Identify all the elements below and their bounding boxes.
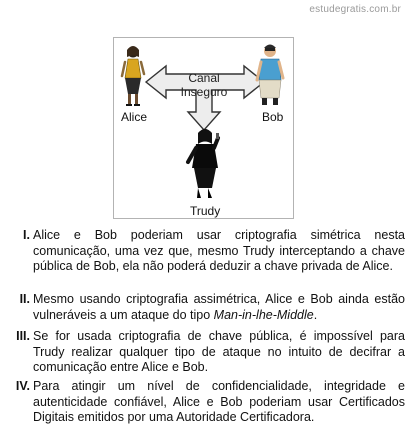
- statement-numeral: II.: [19, 292, 30, 306]
- trudy-person-icon: [188, 129, 219, 198]
- insecure-channel-label: Canal Inseguro: [180, 71, 228, 99]
- statement-text: Para atingir um nível de confidencialidade, integridade e autenticidade confiável, Alice e Bob poderiam usar Certificados Digitais emitidos por uma Autoridade Certificadora.: [33, 379, 405, 424]
- watermark: estudegratis.com.br: [309, 4, 401, 15]
- bob-label: Bob: [262, 110, 284, 124]
- statement-numeral: I.: [23, 228, 30, 242]
- diagram-drawing: [114, 38, 295, 220]
- statement-text-part: Mesmo usando criptografia assimétrica, Alice e Bob ainda estão vulneráveis a um ataque do tipo: [33, 292, 405, 322]
- trudy-label: Trudy: [190, 204, 221, 218]
- statement-text: Alice e Bob poderiam usar criptografia simétrica nesta comunicação, uma vez que, mesmo Trudy interceptando a chave pública de Bob, ela não poderá deduzir a chave privada de Alice.: [33, 228, 405, 273]
- alice-label: Alice: [121, 110, 148, 124]
- statement-text: [33, 292, 405, 323]
- statement-numeral: III.: [16, 329, 30, 343]
- statement-text-italic: Man-in-lhe-Middle: [213, 307, 314, 322]
- statement-text-part: .: [313, 307, 318, 322]
- bob-person-icon: [257, 45, 283, 106]
- statement-numeral: IV.: [15, 379, 30, 393]
- statement-text: Se for usada criptografia de chave pública, é impossível para Trudy realizar qualquer tipo de ataque no intuito de decifrar a comunicação entre Alice e Bob.: [33, 329, 405, 374]
- diagram-figure: [113, 37, 294, 219]
- alice-person-icon: [122, 46, 144, 106]
